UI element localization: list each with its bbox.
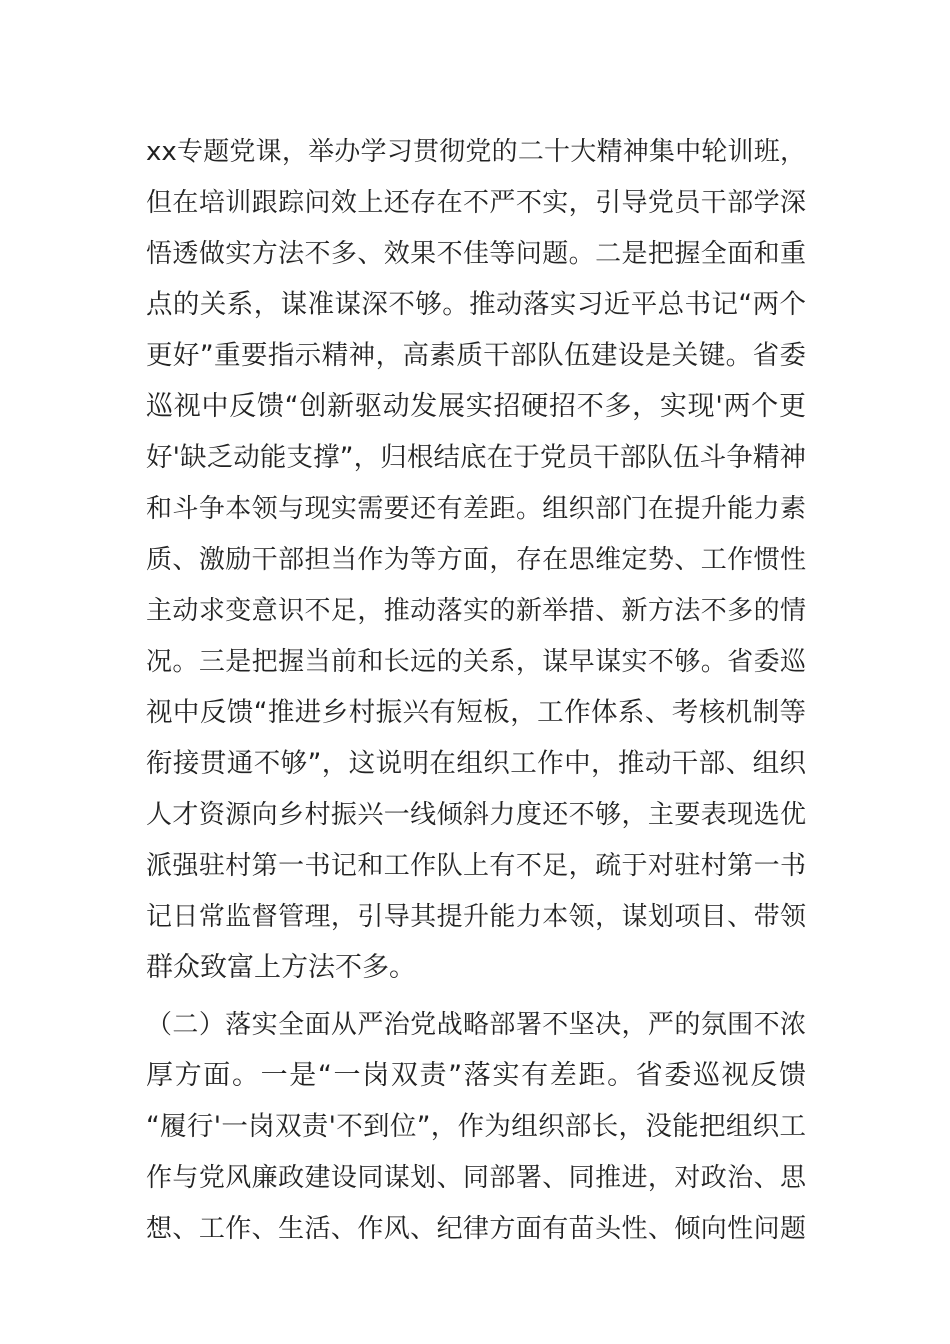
text-line: 记日常监督管理，引导其提升能力本领，谋划项目、带领 — [146, 902, 806, 932]
text-line: 但在培训跟踪问效上还存在不严不实，引导党员干部学深 — [146, 188, 806, 218]
text-line: xx专题党课，举办学习贯彻党的二十大精神集中轮训班， — [146, 137, 806, 167]
text-line: 人才资源向乡村振兴一线倾斜力度还不够，主要表现选优 — [146, 800, 806, 830]
text-line: 和斗争本领与现实需要还有差距。组织部门在提升能力素 — [146, 494, 806, 524]
text-line: 派强驻村第一书记和工作队上有不足，疏于对驻村第一书 — [146, 851, 806, 881]
text-line: 厚方面。一是“一岗双责”落实有差距。省委巡视反馈 — [146, 1060, 806, 1091]
text-line: 衔接贯通不够”，这说明在组织工作中，推动干部、组织 — [146, 748, 806, 779]
section-heading-line: （二）落实全面从严治党战略部署不坚决，严的氛围不浓 — [146, 1010, 806, 1040]
text-line: 想、工作、生活、作风、纪律方面有苗头性、倾向性问题 — [146, 1214, 806, 1244]
text-line: 群众致富上方法不多。 — [146, 952, 416, 983]
text-line: 好'缺乏动能支撑”，归根结底在于党员干部队伍斗争精神 — [146, 442, 806, 473]
text-line: 质、激励干部担当作为等方面，存在思维定势、工作惯性 — [146, 545, 806, 575]
text-line: 视中反馈“推进乡村振兴有短板，工作体系、考核机制等 — [146, 697, 806, 728]
text-line: 更好”重要指示精神，高素质干部队伍建设是关键。省委 — [146, 340, 806, 371]
text-line: 主动求变意识不足，推动落实的新举措、新方法不多的情 — [146, 596, 806, 626]
text-line: 巡视中反馈“创新驱动发展实招硬招不多，实现'两个更 — [146, 391, 806, 422]
text-line: 作与党风廉政建设同谋划、同部署、同推进，对政治、思 — [146, 1163, 806, 1193]
text-line: 点的关系，谋准谋深不够。推动落实习近平总书记“两个 — [146, 289, 806, 320]
text-line: 悟透做实方法不多、效果不佳等问题。二是把握全面和重 — [146, 239, 806, 269]
text-line: “履行'一岗双责'不到位”，作为组织部长，没能把组织工 — [146, 1111, 806, 1142]
text-line: 况。三是把握当前和长远的关系，谋早谋实不够。省委巡 — [146, 647, 806, 677]
